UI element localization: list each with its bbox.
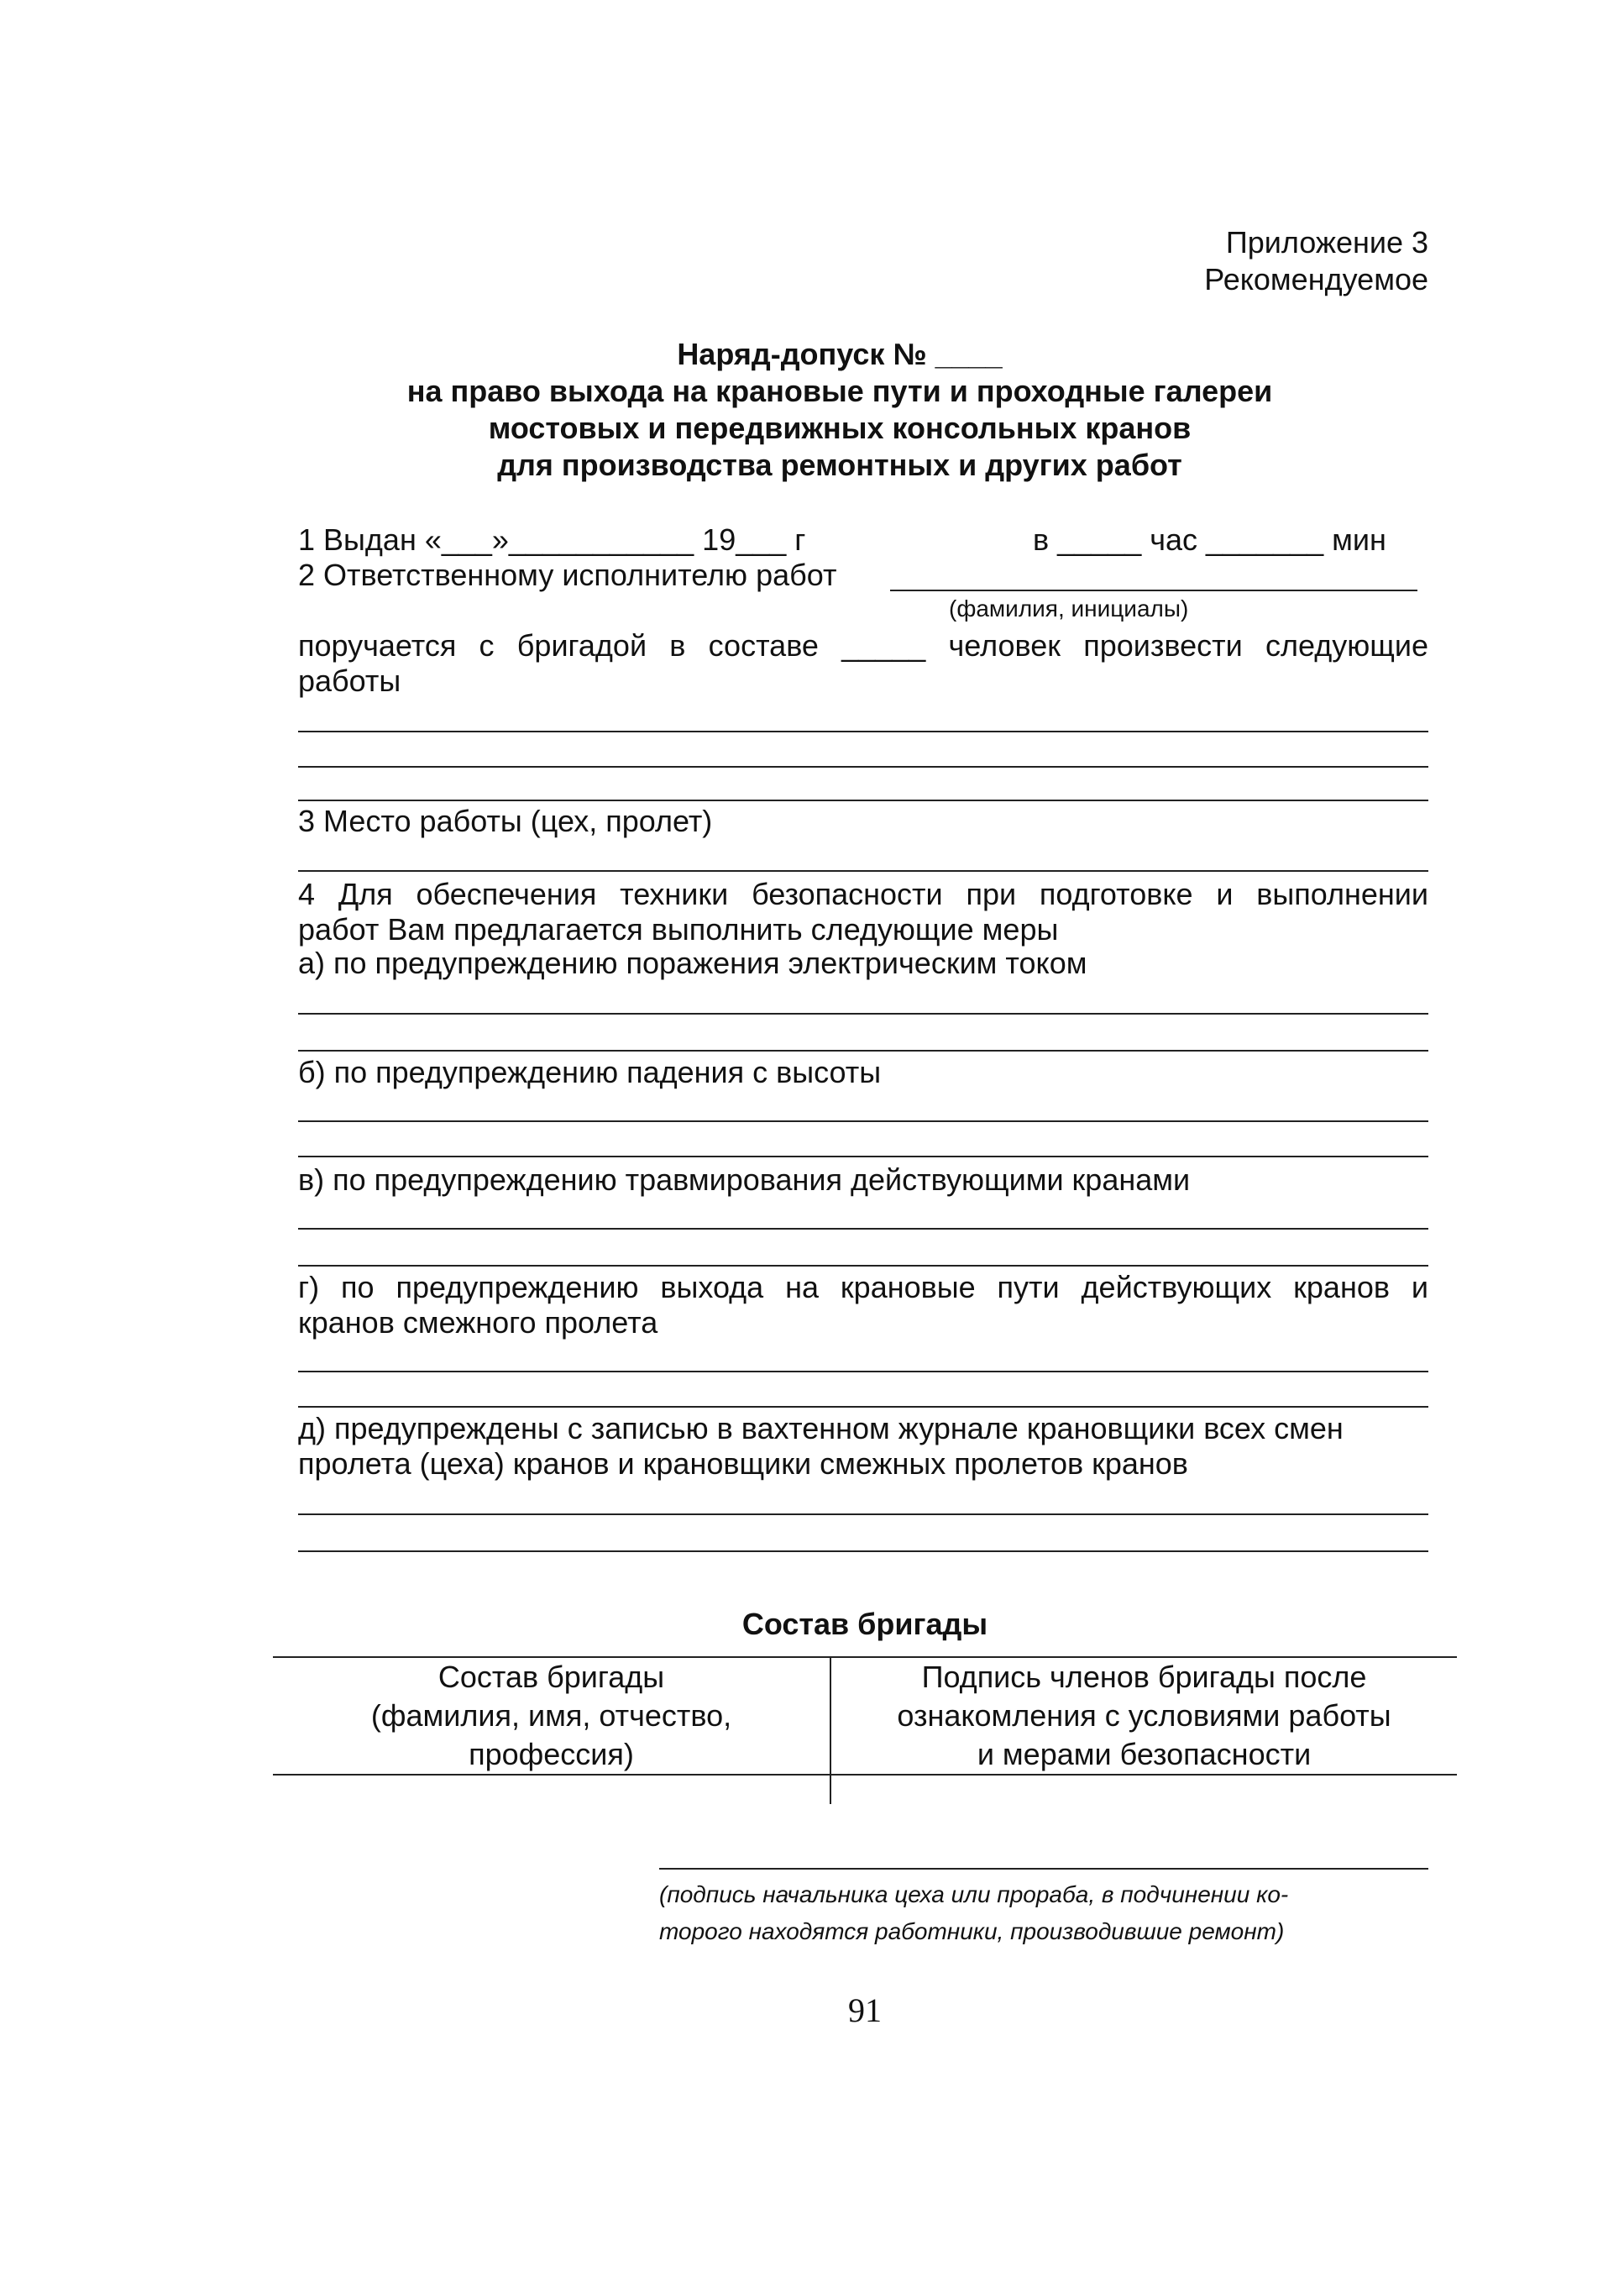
executor-hint: (фамилия, инициалы): [949, 595, 1189, 622]
measure-d-cont: кранов смежного пролета: [298, 1305, 658, 1340]
safety-intro-cont: работ Вам предлагается выполнить следующие меры: [298, 912, 1059, 947]
measure-b: б) по предупреждению падения с высоты: [298, 1055, 882, 1089]
col2-header-line2: ознакомления с условиями работы: [897, 1698, 1391, 1733]
measure-a-line-2: [298, 1050, 1428, 1052]
issued-date-line: 1 Выдан «___»___________ 19___ г: [298, 522, 806, 557]
measure-b-line-2: [298, 1156, 1428, 1157]
col1-header-line1: Состав бригады: [437, 1660, 665, 1694]
title-line-3: мостовых и передвижных консольных кранов: [488, 411, 1192, 445]
brigade-text-cont: работы: [298, 664, 401, 698]
title-line-2: на право выхода на крановые пути и проходные галереи: [406, 374, 1273, 408]
measure-d-line-1: [298, 1371, 1428, 1372]
work-fill-line-2: [298, 766, 1428, 768]
measure-c: в) по предупреждению травмирования действующими кранами: [298, 1162, 1191, 1197]
measure-e: д) предупреждены с записью в вахтенном журнале крановщики всех смен: [298, 1411, 1344, 1445]
signature-line: [659, 1868, 1428, 1870]
executor-fill-line: [890, 590, 1417, 591]
issued-time-line: в _____ час _______ мин: [1033, 522, 1386, 557]
work-fill-line-1: [298, 731, 1428, 732]
col2-header-line3: и мерами безопасности: [977, 1737, 1312, 1771]
executor-label: 2 Ответственному исполнителю работ: [298, 558, 837, 592]
col1-header-line3: профессия): [469, 1737, 634, 1771]
appendix-label: Приложение 3: [1225, 225, 1428, 260]
measure-d-line-2: [298, 1406, 1428, 1408]
brigade-text: поручается с бригадой в составе _____ человек произвести следующие: [298, 628, 1428, 663]
page-number: 91: [848, 1991, 882, 2029]
recommended-label: Рекомендуемое: [1204, 262, 1428, 296]
safety-intro: 4 Для обеспечения техники безопасности при подготовке и выполнении: [298, 877, 1428, 911]
place-label: 3 Место работы (цех, пролет): [298, 804, 713, 838]
measure-e-cont: пролета (цеха) кранов и крановщики смежных пролетов кранов: [298, 1446, 1188, 1481]
signature-caption: (подпись начальника цеха или прораба, в подчинении ко-: [659, 1881, 1289, 1907]
col2-header-line1: Подпись членов бригады после: [921, 1660, 1367, 1694]
measure-c-line-2: [298, 1265, 1428, 1267]
measure-a-line-1: [298, 1013, 1428, 1015]
title-line-4: для производства ремонтных и других работ: [497, 448, 1182, 482]
measure-c-line-1: [298, 1228, 1428, 1230]
signature-caption-cont: торого находятся работники, производившие ремонт): [659, 1918, 1285, 1944]
place-fill-line: [298, 870, 1428, 872]
measure-e-line-1: [298, 1513, 1428, 1515]
measure-a: а) по предупреждению поражения электрическим током: [298, 946, 1087, 980]
work-fill-line-3: [298, 800, 1428, 801]
table-header-rule: [273, 1774, 1457, 1776]
measure-e-line-2: [298, 1550, 1428, 1552]
col1-header-line2: (фамилия, имя, отчество,: [370, 1698, 732, 1733]
measure-d: г) по предупреждению выхода на крановые пути действующих кранов и: [298, 1270, 1428, 1304]
measure-b-line-1: [298, 1120, 1428, 1122]
document-title: Наряд-допуск № ____: [677, 337, 1003, 371]
brigade-heading: Состав бригады: [741, 1607, 988, 1641]
